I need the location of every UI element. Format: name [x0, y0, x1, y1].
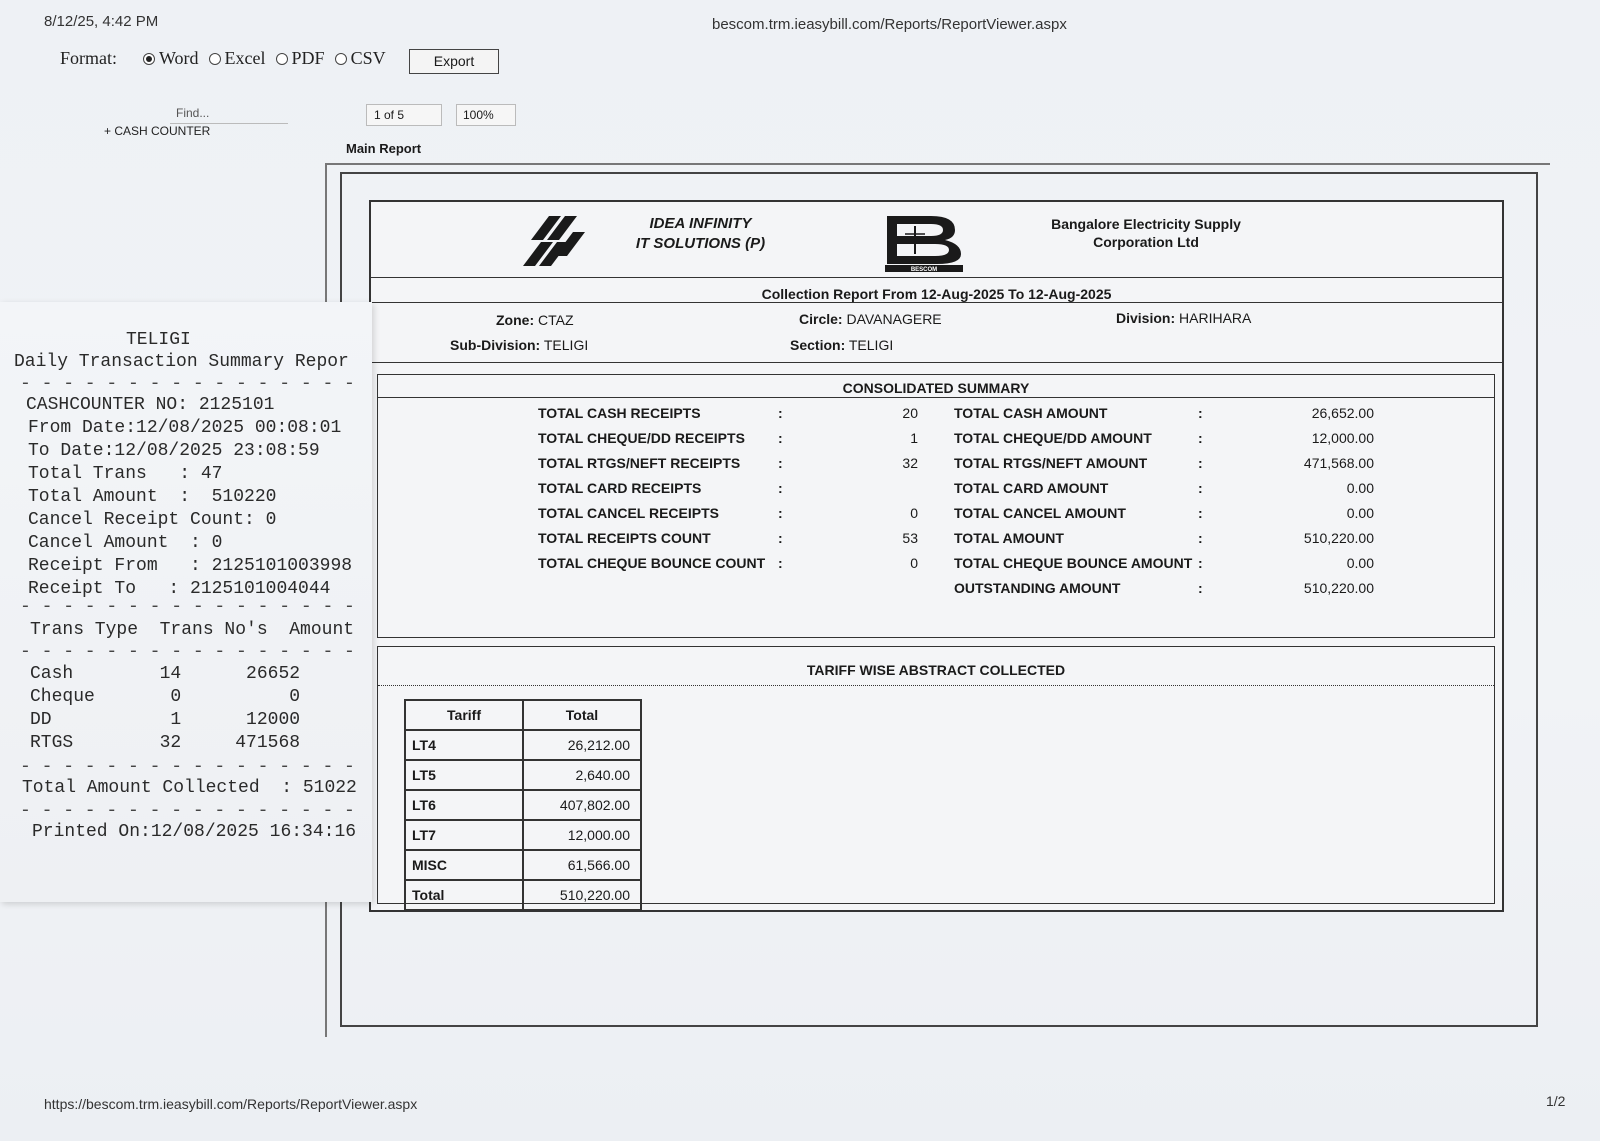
receipt-line: Receipt To : 2125101004044: [28, 579, 331, 599]
summary-value: 0.00: [1346, 505, 1374, 521]
summary-colon: :: [778, 555, 783, 571]
table-row: [405, 730, 641, 760]
receipt-line: Total Amount : 510220: [28, 487, 277, 507]
divider: [371, 362, 1502, 363]
column-header-tariff: Tariff: [405, 700, 523, 730]
radio-icon: [276, 53, 288, 65]
receipt-line: From Date:12/08/2025 00:08:01: [28, 418, 342, 438]
footer-page-number: 1/2: [1546, 1093, 1566, 1109]
receipt-table-row: RTGS 32 471568: [30, 733, 301, 753]
table-row: [405, 820, 641, 850]
tariff-cell: LT7: [405, 820, 523, 850]
footer-url: https://bescom.trm.ieasybill.com/Reports/ReportViewer.aspx: [44, 1096, 418, 1112]
section-label: Section:: [790, 337, 846, 353]
receipt-dashed-divider: - - - - - - - - - - - - - - - -: [20, 597, 355, 617]
receipt-total-line: Total Amount Collected : 51022: [22, 778, 357, 798]
summary-value: 0.00: [1346, 555, 1374, 571]
summary-colon: :: [1198, 555, 1203, 571]
summary-label: TOTAL RECEIPTS COUNT: [538, 530, 711, 546]
collection-report: [369, 200, 1504, 912]
main-report-label: Main Report: [346, 141, 422, 156]
summary-label: TOTAL CASH AMOUNT: [954, 405, 1108, 421]
summary-label: TOTAL AMOUNT: [954, 530, 1064, 546]
subdivision-value: TELIGI: [543, 337, 589, 353]
divider: [371, 302, 1502, 303]
summary-value: 0: [910, 555, 918, 571]
bescom-logo-icon: [881, 208, 967, 274]
page-indicator[interactable]: 1 of 5: [366, 104, 442, 126]
summary-colon: :: [778, 455, 783, 471]
summary-label: OUTSTANDING AMOUNT: [954, 580, 1121, 596]
summary-value: 20: [902, 405, 918, 421]
total-cell: 12,000.00: [523, 820, 641, 850]
format-option-word[interactable]: [143, 48, 199, 69]
tariff-cell: LT4: [405, 730, 523, 760]
company-name-idea-infinity: [633, 214, 768, 254]
summary-colon: :: [778, 405, 783, 421]
format-option-pdf[interactable]: [276, 48, 325, 69]
idea-infinity-logo-icon: [521, 212, 591, 270]
format-pdf-label: PDF: [291, 48, 325, 68]
receipt-printed-line: Printed On:12/08/2025 16:34:16: [32, 822, 357, 842]
column-header-total: Total: [523, 700, 641, 730]
zone-label: Zone:: [496, 312, 535, 328]
format-excel-label: Excel: [224, 48, 266, 68]
tariff-table: [404, 699, 642, 911]
circle-field: [799, 311, 942, 327]
consolidated-summary-title: CONSOLIDATED SUMMARY: [842, 380, 1030, 396]
radio-selected-icon: [143, 53, 155, 65]
tree-item-cash-counter[interactable]: + CASH COUNTER: [104, 124, 211, 138]
divider: [371, 277, 1502, 278]
summary-colon: :: [778, 505, 783, 521]
receipt-dashed-divider: - - - - - - - - - - - - - - - -: [20, 642, 355, 662]
thermal-receipt: [0, 302, 372, 902]
company2-line1: Bangalore Electricity Supply: [1051, 216, 1241, 232]
bescom-logo-text: BESCOM: [910, 267, 938, 273]
total-cell: 407,802.00: [523, 790, 641, 820]
receipt-subtitle: Daily Transaction Summary Repor: [14, 352, 349, 372]
subdivision-label: Sub-Division:: [450, 337, 541, 353]
summary-colon: :: [1198, 455, 1203, 471]
receipt-dashed-divider: - - - - - - - - - - - - - - - -: [20, 801, 355, 821]
summary-label: TOTAL CASH RECEIPTS: [538, 405, 701, 421]
table-row: [405, 850, 641, 880]
receipt-table-row: Cheque 0 0: [30, 687, 301, 707]
summary-colon: :: [1198, 480, 1203, 496]
summary-label: TOTAL CHEQUE BOUNCE COUNT: [538, 555, 766, 571]
summary-colon: :: [1198, 405, 1203, 421]
format-label: Format:: [60, 48, 117, 68]
receipt-table-row: Cash 14 26652: [30, 664, 301, 684]
summary-value: 0: [910, 505, 918, 521]
division-label: Division:: [1116, 310, 1176, 326]
tariff-abstract: [377, 646, 1495, 904]
company1-line1: IDEA INFINITY: [649, 215, 752, 232]
table-header-row: [405, 700, 641, 730]
receipt-line: Receipt From : 2125101003998: [28, 556, 353, 576]
summary-label: TOTAL CARD AMOUNT: [954, 480, 1109, 496]
receipt-title: TELIGI: [126, 330, 191, 350]
zone-field: [496, 312, 574, 328]
summary-label: TOTAL RTGS/NEFT AMOUNT: [954, 455, 1148, 471]
tariff-cell: LT5: [405, 760, 523, 790]
summary-value: 471,568.00: [1303, 455, 1374, 471]
summary-value: 26,652.00: [1311, 405, 1374, 421]
summary-label: TOTAL CHEQUE/DD RECEIPTS: [538, 430, 745, 446]
print-datetime: 8/12/25, 4:42 PM: [44, 13, 159, 30]
division-field: [1116, 310, 1251, 326]
receipt-dashed-divider: - - - - - - - - - - - - - - - -: [20, 374, 355, 394]
summary-value: 12,000.00: [1311, 430, 1374, 446]
zoom-select[interactable]: 100%: [456, 104, 516, 126]
summary-label: TOTAL CHEQUE BOUNCE AMOUNT: [954, 555, 1193, 571]
summary-value: 1: [910, 430, 918, 446]
table-row: [405, 790, 641, 820]
receipt-line: Cancel Receipt Count: 0: [28, 510, 277, 530]
format-option-csv[interactable]: [335, 48, 386, 69]
collection-report-title: Collection Report From 12-Aug-2025 To 12-Aug-2025: [761, 286, 1112, 302]
summary-colon: :: [1198, 580, 1203, 596]
table-row: [405, 880, 641, 910]
tariff-cell: MISC: [405, 850, 523, 880]
summary-value: 0.00: [1346, 480, 1374, 496]
receipt-table-header: Trans Type Trans No's Amount: [30, 620, 355, 640]
circle-value: DAVANAGERE: [846, 311, 942, 327]
circle-label: Circle:: [799, 311, 843, 327]
receipt-line: CASHCOUNTER NO: 2125101: [26, 395, 275, 415]
subdivision-field: [450, 337, 588, 353]
division-value: HARIHARA: [1179, 310, 1252, 326]
summary-value: 32: [902, 455, 918, 471]
dotted-divider: [378, 685, 1494, 686]
consolidated-summary: [377, 374, 1495, 638]
format-option-excel[interactable]: [209, 48, 266, 69]
total-cell: 510,220.00: [523, 880, 641, 910]
zone-value: CTAZ: [538, 312, 574, 328]
tariff-cell: Total: [405, 880, 523, 910]
header-url: bescom.trm.ieasybill.com/Reports/ReportViewer.aspx: [712, 16, 1067, 33]
summary-label: TOTAL CANCEL AMOUNT: [954, 505, 1126, 521]
summary-colon: :: [1198, 505, 1203, 521]
summary-label: TOTAL RTGS/NEFT RECEIPTS: [538, 455, 741, 471]
format-selector: [60, 48, 396, 69]
total-cell: 61,566.00: [523, 850, 641, 880]
radio-icon: [209, 53, 221, 65]
summary-colon: :: [1198, 530, 1203, 546]
company-name-bescom: [1031, 215, 1261, 251]
summary-value: 510,220.00: [1303, 530, 1374, 546]
receipt-line: To Date:12/08/2025 23:08:59: [28, 441, 320, 461]
total-cell: 26,212.00: [523, 730, 641, 760]
company2-line2: Corporation Ltd: [1093, 234, 1199, 250]
divider: [378, 397, 1494, 398]
summary-colon: :: [1198, 430, 1203, 446]
receipt-line: Cancel Amount : 0: [28, 533, 223, 553]
radio-icon: [335, 53, 347, 65]
total-cell: 2,640.00: [523, 760, 641, 790]
table-row: [405, 760, 641, 790]
section-value: TELIGI: [848, 337, 894, 353]
summary-value: 510,220.00: [1303, 580, 1374, 596]
receipt-line: Total Trans : 47: [28, 464, 223, 484]
summary-label: TOTAL CHEQUE/DD AMOUNT: [954, 430, 1152, 446]
format-word-label: Word: [159, 48, 199, 68]
receipt-dashed-divider: - - - - - - - - - - - - - - - -: [20, 757, 355, 777]
receipt-table-row: DD 1 12000: [30, 710, 301, 730]
format-csv-label: CSV: [350, 48, 386, 68]
summary-colon: :: [778, 480, 783, 496]
tariff-abstract-title: TARIFF WISE ABSTRACT COLLECTED: [806, 662, 1066, 678]
export-button[interactable]: Export: [409, 49, 499, 74]
summary-value: 53: [902, 530, 918, 546]
tariff-cell: LT6: [405, 790, 523, 820]
summary-label: TOTAL CARD RECEIPTS: [538, 480, 702, 496]
summary-label: TOTAL CANCEL RECEIPTS: [538, 505, 719, 521]
find-input[interactable]: Find...: [170, 102, 288, 124]
summary-colon: :: [778, 430, 783, 446]
summary-colon: :: [778, 530, 783, 546]
company1-line2: IT SOLUTIONS (P): [635, 235, 766, 252]
section-field: [790, 337, 893, 353]
